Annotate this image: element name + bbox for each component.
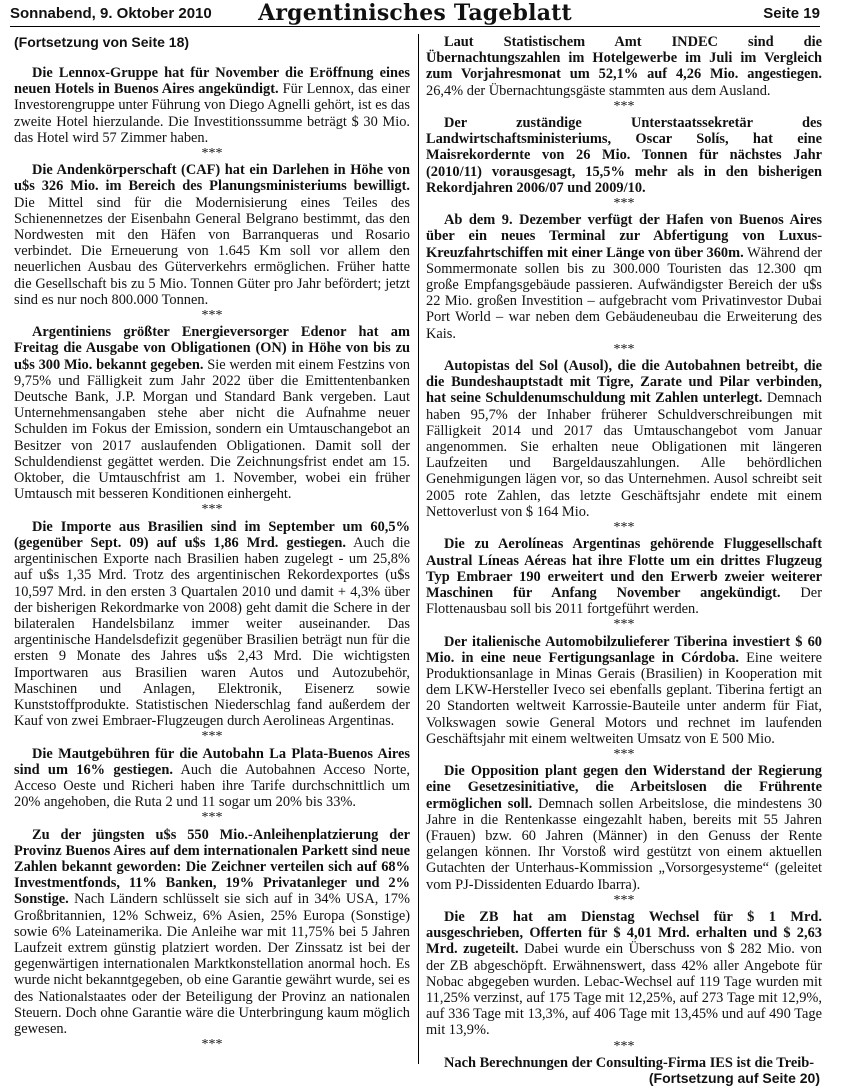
separator: *** xyxy=(201,308,223,324)
article-body: Dabei wurde ein Überschuss von $ 282 Mio. von der ZB abgeschöpft. Erwähnenswert, dass 42% aller Angebote für Nobac abgegeben wurden. Lebac-Wechsel auf 119 Tage wurden mit 11,25% verzinst, auf 175 Tage mit 12,25%, auf 273 Tage mit 12,9%, auf 336 Tage mit 13,3%, auf 406 Tage mit 13,45% und auf 490 Tage mit 13,9%. xyxy=(426,941,822,1039)
article-body: Für Lennox, das einer Investorengruppe unter Führung von Diego Agnelli gehört, ist es das zweite Hotel hierzulande. Die Investitionssumme beträgt $ 30 Mio. das Hotel wird 57 Zimmer haben. xyxy=(14,81,410,146)
article xyxy=(426,909,822,1039)
separator: *** xyxy=(201,729,223,745)
page-number: Seite 19 xyxy=(763,5,820,22)
article-body: Demnach haben 95,7% der Inhaber früherer Schuldverschreibungen mit Fälligkeit 2014 und 2017 das Umtauschangebot vom Januar angenommen. Sie erhalten neue Obligationen mit längeren Laufzeiten und Bargeldauszahlungen. Alle behördlichen Genehmigungen lägen vor, so das Unternehmen. Ausol schreibt seit 2005 rote Zahlen, das letzte Geschäftsjahr endete mit einem Nettoverlust von $ 164 Mio. xyxy=(426,390,822,520)
article-body: 26,4% der Übernachtungsgäste stammten aus dem Ausland. xyxy=(426,82,771,99)
article-body: Auch die argentinischen Exporte nach Brasilien haben zugelegt - um 25,8% auf u$s 1,35 Mrd. Trotz des argentinischen Rekordexportes (u$s 10,597 Mrd. in den ersten 3 Quartalen 2010 und damit + 4,3% über der bisherigen Rekordmarke von 2008) geht damit die Schere in der bilateralen Handelsbilanz immer weiter auseinander. Das argentinische Handelsdefizit gegenüber Brasilien beträgt nun für die ersten 9 Monate des Jahres u$s 2,43 Mrd. Die wichtigsten Importwaren aus Brasilien waren Autos und Autozubehör, Maschinen und Anlagen, Elektronik, Eisenerz sowie Kunststoffprodukte. Statistischen Niederschlag fand außerdem der Kauf von zwei Embraer-Flugzeugen durch Aerolineas Argentinas. xyxy=(14,534,410,730)
left-column xyxy=(14,34,410,1053)
article-lead: Zu der jüngsten u$s 550 Mio.-Anleihenplatzierung der Provinz Buenos Aires auf dem internationalen Parkett sind neue Zahlen bekannt geworden: Die Zeichner verteilen sich auf 68% Investmentfonds, 11% Banken, 19% Privatanleger und 2% Sonstige. xyxy=(14,826,410,908)
article xyxy=(426,34,822,99)
article xyxy=(14,827,410,1038)
separator: *** xyxy=(201,1037,223,1053)
article xyxy=(426,536,822,617)
article-lead: Nach Berechnungen der Consulting-Firma IES ist die Treib- xyxy=(444,1054,815,1071)
article-lead: Ab dem 9. Dezember verfügt der Hafen von Buenos Aires über ein neues Terminal zur Abfertigung von Luxus-Kreuzfahrtschiffen mit einer Länge von über 360m. xyxy=(426,212,822,261)
newspaper-masthead: Argentinisches Tageblatt xyxy=(258,0,572,26)
article xyxy=(426,634,822,747)
separator: *** xyxy=(613,196,635,212)
article xyxy=(426,115,822,196)
article-body: Während der Sommermonate sollen bis zu 300.000 Touristen das 12.300 qm große Empfangsgebäude passieren. Aufwändigster Bereich der u$s 22 Mio. großen Investition – aufgebracht vom Privatinvestor Dubai Port World – war neben dem Gebäudeneubau die Erweiterung des Kais. xyxy=(426,244,823,342)
article-lead: Der zuständige Unterstaatssekretär des Landwirtschaftsministeriums, Oscar Solís, hat eine Maisrekordernte von 26 Mio. Tonnen für nächstes Jahr (2010/11) vorausgesagt, 15,5% mehr als in den bisherigen Rekordjahren 2006/07 und 2009/10. xyxy=(426,115,822,196)
right-column xyxy=(426,34,822,1071)
article xyxy=(426,1055,822,1071)
article-lead: Argentiniens größter Energieversorger Edenor hat am Freitag die Ausgabe von Obligationen (ON) in Höhe von bis zu u$s 300 Mio. bekannt gegeben. xyxy=(14,324,410,373)
separator: *** xyxy=(613,98,635,114)
article-lead: Die Andenkörperschaft (CAF) hat ein Darlehen in Höhe von u$s 326 Mio. im Bereich des Planungsministeriums bewilligt. xyxy=(14,162,410,195)
article xyxy=(426,358,822,520)
article-body: Der Flottenausbau soll bis 2011 fortgeführt werden. xyxy=(426,584,822,618)
article xyxy=(14,746,410,811)
article-lead: Die ZB hat am Dienstag Wechsel für $ 1 Mrd. ausgeschrieben, Offerten für $ 4,01 Mrd. erhalten und $ 2,63 Mrd. zugeteilt. xyxy=(426,908,822,958)
continued-from-note: (Fortsetzung von Seite 18) xyxy=(14,34,190,50)
issue-date: Sonnabend, 9. Oktober 2010 xyxy=(10,5,212,22)
separator: *** xyxy=(613,892,635,908)
article xyxy=(14,162,410,308)
article-lead: Die Opposition plant gegen den Widerstand der Regierung eine Gesetzesinitiative, die Arbeitslosen die Frührente ermöglichen soll. xyxy=(426,763,822,812)
header-rule xyxy=(10,26,820,27)
article xyxy=(14,519,410,730)
article-lead: Die Lennox-Gruppe hat für November die Eröffnung eines neuen Hotels in Buenos Aires angekündigt. xyxy=(14,65,410,98)
continued-on-note: (Fortsetzung auf Seite 20) xyxy=(648,1070,820,1086)
article-body: Eine weitere Produktionsanlage in Minas Gerais (Brasilien) in Kooperation mit dem LKW-Hersteller Iveco sei ebenfalls geplant. Tiberina fertigt an 20 Standorten weltweit Karrossie-Bauteile unter anderm für Fiat, Volkswagen sowie General Motors und rechnet im laufenden Geschäftsjahr mit einem weltweiten Umsatz von E 500 Mio. xyxy=(426,649,822,747)
separator: *** xyxy=(613,617,635,633)
article-lead: Die Importe aus Brasilien sind im September um 60,5% (gegenüber Sept. 09) auf u$s 1,86 Mrd. gestiegen. xyxy=(14,518,410,551)
page-header xyxy=(10,0,820,26)
separator: *** xyxy=(613,341,635,357)
separator: *** xyxy=(613,520,635,536)
article xyxy=(426,212,822,342)
separator: *** xyxy=(201,502,223,518)
separator: *** xyxy=(613,1038,635,1054)
article-body: Demnach sollen Arbeitslose, die mindestens 30 Jahre in die Rentenkasse eingezahlt haben, bereits mit 55 Jahren (Frauen) bzw. 60 Jahren (Männer) in den Genuss der Rente gelangen können. Ihr Vorstoß wird gestützt von einem aktuellen Gutachten der Unterhaus-Kommission „Vorsorgesysteme“ (geleitet vom PJ-Dissidenten Eduardo Ibarra). xyxy=(426,795,823,893)
article-lead: Die Mautgebühren für die Autobahn La Plata-Buenos Aires sind um 16% gestiegen. xyxy=(14,745,410,778)
article-body: Auch die Autobahnen Acceso Norte, Acceso Oeste und Richeri haben ihre Tarife durchschnittlich um 20% angehoben, die Ruta 2 und 11 sogar um 20% bis 33%. xyxy=(14,761,410,811)
separator: *** xyxy=(613,746,635,762)
article-lead: Die zu Aerolíneas Argentinas gehörende Fluggesellschaft Austral Líneas Aéreas hat ihre Flotte um ein drittes Flugzeug Typ Embraer 190 erweitert und den Erwerb zweier weiterer Maschinen für Anfang November angekündigt. xyxy=(426,536,822,601)
article xyxy=(426,763,822,893)
article-lead: Autopistas del Sol (Ausol), die die Autobahnen betreibt, die die Bundeshauptstadt mit Tigre, Zarate und Pilar verbinden, hat seine Schuldenumschuldung mit Zahlen unterlegt. xyxy=(426,358,822,407)
article-body: Sie werden mit einem Festzins von 9,75% und Fälligkeit zum Jahr 2022 über die Emittentenbanken Deutsche Bank, J.P. Morgan und Standard Bank vergeben. Laut Unternehmensangaben stehe aber nicht die Aufnahme neuer Schulden im Fokus der Emission, sondern ein Umtauschangebot an Besitzer von 2017 auslaufenden Obligationen. Damit soll der Schuldendienst gegättet werden. Die Zeichnungsfrist endet am 15. Oktober, die Umtauschfrist am 1. November, wobei ein früher Umtausch mit besseren Konditionen einhergeht. xyxy=(14,356,411,503)
article-lead: Der italienische Automobilzulieferer Tiberina investiert $ 60 Mio. in eine neue Fertigungsanlage in Córdoba. xyxy=(426,633,822,666)
article-body: Nach Ländern schlüsselt sie sich auf in 34% USA, 17% Großbritannien, 12% Schweiz, 6% Asien, 25% Europa (Sonstige) sowie 6% Lateinamerika. Die Anleihe war mit 11,75% bei 5 Jahren Laufzeit extrem günstig platziert worden. Der Zinssatz ist bei der gegenwärtigen internationalen Marktkonstellation anormal hoch. Es wurde nicht bekanntgegeben, ob eine Garantie gewährt wurde, sei es des Nationalstaates oder der Beteiligung der Provinz an nationalen Steuern. Doch ohne Garantie wäre die Unterbringung kaum möglich gewesen. xyxy=(14,891,410,1037)
column-divider xyxy=(418,34,419,1064)
separator: *** xyxy=(201,810,223,826)
article xyxy=(14,324,410,502)
article-body: Die Mittel sind für die Modernisierung eines Teiles des Schienennetzes der Eisenbahn General Belgrano bestimmt, das den Nordwesten mit den Häfen von Barranqueras und Rosario verbindet. Die Erneuerung von 1.645 Km soll vor allem den neuerlichen Ausbau des Güterverkehrs ermöglichen. Früher hatte die Gesellschaft bis zu 5 Mio. Tonnen Güter pro Jahr befördert; jetzt sind es nur noch 800.000 Tonnen. xyxy=(14,194,410,308)
article xyxy=(14,65,410,146)
separator: *** xyxy=(201,146,223,162)
article-lead: Laut Statistischem Amt INDEC sind die Übernachtungszahlen im Hotelgewerbe im Juli im Vergleich zum Vorjahresmonat um 52,1% auf 4,26 Mio. angestiegen. xyxy=(426,34,822,83)
